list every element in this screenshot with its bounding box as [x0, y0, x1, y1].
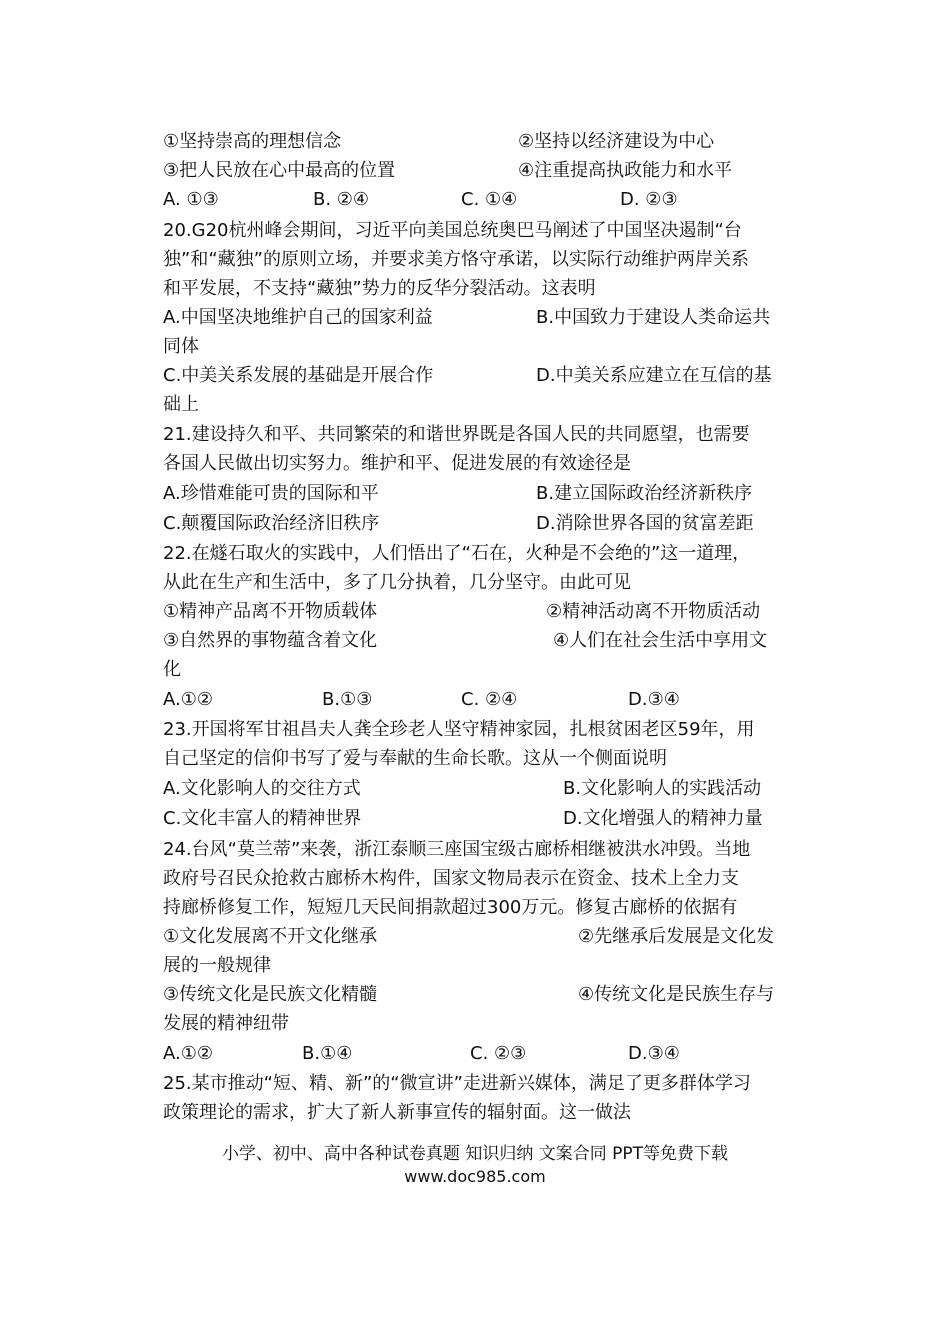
statement: ②精神活动离不开物质活动 — [546, 601, 761, 622]
question-25-text: 政策理论的需求，扩大了新人新事宣传的辐射面。这一做法 — [163, 1102, 631, 1123]
option-c: C.中美关系发展的基础是开展合作 — [163, 365, 434, 386]
option-c: C.颠覆国际政治经济旧秩序 — [163, 513, 380, 534]
statement: ④人们在社会生活中享用文 — [553, 630, 768, 651]
statement: ①精神产品离不开物质载体 — [163, 601, 378, 622]
option-a: A.文化影响人的交往方式 — [163, 778, 361, 799]
statement: ②先继承后发展是文化发 — [578, 926, 775, 947]
statement: ③自然界的事物蕴含着文化 — [163, 630, 378, 651]
question-24-text: 持廊桥修复工作，短短几天民间捐款超过300万元。修复古廊桥的依据有 — [163, 897, 738, 918]
option-a: A.中国坚决地维护自己的国家利益 — [163, 307, 433, 328]
option-b: B.建立国际政治经济新秩序 — [536, 483, 753, 504]
option-d: D.文化增强人的精神力量 — [563, 808, 763, 829]
option-d-continued: 础上 — [163, 394, 199, 415]
option-c: C. ②③ — [470, 1043, 527, 1064]
option-d: D.中美关系应建立在互信的基 — [536, 365, 772, 386]
option-a: A. ①③ — [163, 189, 219, 210]
option-a: A.珍惜难能可贵的国际和平 — [163, 483, 379, 504]
option-c: C. ②④ — [461, 689, 518, 710]
question-23-text: 自己坚定的信仰书写了爱与奉献的生命长歌。这从一个侧面说明 — [163, 748, 667, 769]
statement-continued: 展的一般规律 — [163, 955, 271, 976]
statement-continued: 化 — [163, 659, 181, 680]
option-c: C.文化丰富人的精神世界 — [163, 808, 362, 829]
option-a: A.①② — [163, 689, 213, 710]
question-21-text: 21.建设持久和平、共同繁荣的和谐世界既是各国人民的共同愿望，也需要 — [163, 424, 750, 445]
statement: ③把人民放在心中最高的位置 — [163, 160, 396, 181]
option-d: D.③④ — [628, 1043, 680, 1064]
option-b: B.①③ — [322, 689, 373, 710]
option-b: B.中国致力于建设人类命运共 — [536, 307, 771, 328]
option-b: B.①④ — [302, 1043, 353, 1064]
question-20-text: 和平发展，不支持“藏独”势力的反华分裂活动。这表明 — [163, 278, 596, 299]
question-25-text: 25.某市推动“短、精、新”的“微宣讲”走进新兴媒体，满足了更多群体学习 — [163, 1073, 751, 1094]
question-22-text: 从此在生产和生活中，多了几分执着，几分坚守。由此可见 — [163, 572, 631, 593]
option-c: C. ①④ — [461, 189, 518, 210]
footer-promo-text: 小学、初中、高中各种试卷真题 知识归纳 文案合同 PPT等免费下载 — [221, 1144, 729, 1164]
statement: ①坚持崇高的理想信念 — [163, 131, 342, 152]
option-b: B.文化影响人的实践活动 — [563, 778, 762, 799]
statement: ④传统文化是民族生存与 — [578, 984, 775, 1005]
option-d: D.消除世界各国的贫富差距 — [536, 513, 754, 534]
option-d: D. ②③ — [620, 189, 678, 210]
statement: ③传统文化是民族文化精髓 — [163, 984, 378, 1005]
question-23-text: 23.开国将军甘祖昌夫人龚全珍老人坚守精神家园，扎根贫困老区59年，用 — [163, 719, 755, 740]
option-b-continued: 同体 — [163, 336, 199, 357]
question-20-text: 独”和“藏独”的原则立场，并要求美方恪守承诺，以实际行动维护两岸关系 — [163, 249, 749, 270]
footer-url[interactable]: www.doc985.com — [404, 1167, 546, 1186]
question-24-text: 政府号召民众抢救古廊桥木构件，国家文物局表示在资金、技术上全力支 — [163, 868, 739, 889]
question-22-text: 22.在燧石取火的实践中，人们悟出了“石在，火种是不会绝的”这一道理， — [163, 543, 751, 564]
option-d: D.③④ — [628, 689, 680, 710]
question-21-text: 各国人民做出切实努力。维护和平、促进发展的有效途径是 — [163, 453, 631, 474]
statement: ②坚持以经济建设为中心 — [518, 131, 715, 152]
option-a: A.①② — [163, 1043, 213, 1064]
question-20-text: 20.G20杭州峰会期间，习近平向美国总统奥巴马阐述了中国坚决遏制“台 — [163, 220, 742, 241]
statement: ①文化发展离不开文化继承 — [163, 926, 378, 947]
statement: ④注重提高执政能力和水平 — [518, 160, 733, 181]
option-b: B. ②④ — [313, 189, 370, 210]
statement-continued: 发展的精神纽带 — [163, 1013, 289, 1034]
question-24-text: 24.台风“莫兰蒂”来袭，浙江泰顺三座国宝级古廊桥相继被洪水冲毁。当地 — [163, 839, 751, 860]
